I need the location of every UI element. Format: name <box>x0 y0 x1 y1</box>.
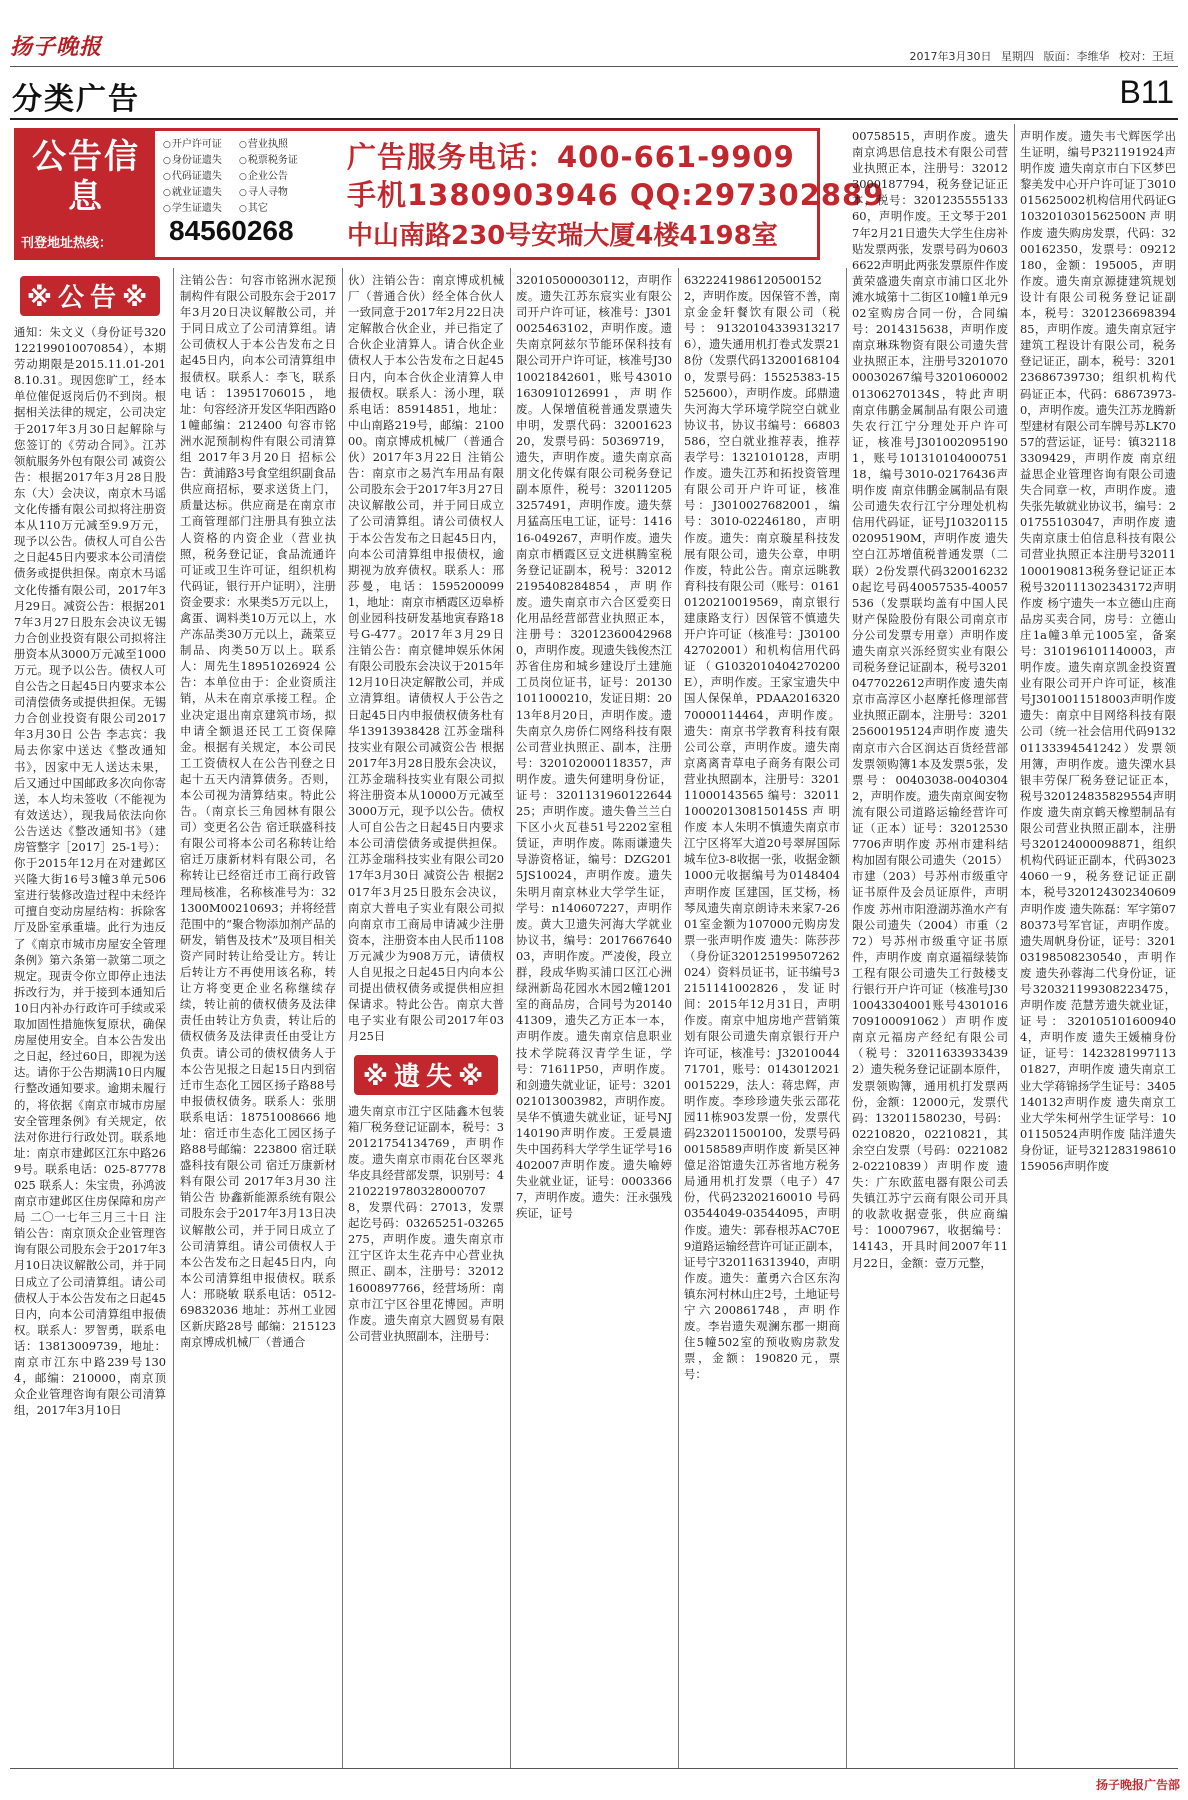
section-rule <box>10 118 1178 120</box>
category-item: ○ 营业执照 <box>239 137 315 153</box>
newspaper-logo: 扬子晚报 <box>10 34 103 60</box>
column-1 <box>14 272 166 1762</box>
issue-editor: 版面：李维华 <box>1043 50 1110 63</box>
column-text: 632224198612050015​22，声明作废。因保管不善，南京金金轩餐饮有限公司（税号：9132010433931321​76），遗失通用机打卷式发票218份（发票代码132001681040，发票号码：15525383-15525600），声明作废。邱鼎遗失河海大学环境学院空白就业协议书，协议书编号：66803586，空白就业推荐表，推荐表学号：1321010128，声明作废。遗失江苏和拓投资管理有限公司开户许可证，核准号：J3010027682001，编号：3010-02246180，声明作废。遗失：南京璇星科技发展有限公司，遗失公章，申明作废，特此公告。南京远眺教育科技有限公司（账号：01610120210019569，南京银行建康路支行）因保管不慎遗失开户许可证（核准号：J3010042702001）和机构信用代码证（G1032010404270200E），声明作废。王家宝遗失中国人保保单，PDAA201632070000114464，声明作废。遗失：南京书学教育科技有限公司公章，声明作废。遗失南京离离青草电子商务有限公司营业执照副本，注册号：320111000143565 编号：320111000201308150145S声明作废 本人朱明不慎遗失南京市江宁区将军大道20号翠屏国际城车位3-8收据一张，收据金额1000元收据编号为0148404声明作废 匡建国，匡艾杨，杨琴凤遗失南京朗诗未来家7-2601室金额为107000元购房发票一张声明作废 遗失：陈莎莎（身份证3201251995072​62024）资料员证书，证书编号3215114100​2826，发证时间：2015年12月31日，声明作废。南京中旭房地产营销策划有限公司遗失南京银行开户许可证，核准号：J3201004471701，账号：01430120210015229，法人：蒋忠辉，声明作废。李珍珍遗失张云邵花园11栋903发票一份，发票代码232011500100，发票号码00158589声明作废 新吴区神億足浴馆遗失江苏省地方税务局通用机打发票（电子）47份，代码232021600​10 号码03544049-03544095，声明作废。遗失：郭春根苏AC70E9道路运输经营许可证正副本，证号宁320116313940，声明作废。遗失：董勇六合区东沟镇东河村林山庄2号，土地证号宁六200861748，声明作废。李岩遗失观澜东郡一期商住5幢502室的预收购房款发票，金额：190820元，票号： <box>684 273 840 1382</box>
column-5 <box>684 272 840 1762</box>
footer-tag: 扬子晚报广告部 <box>1095 1778 1180 1792</box>
page-number: B11 <box>1119 74 1174 110</box>
column-3 <box>348 272 504 1762</box>
column-text: 声明作废。遗失韦弋辉医学出生证明，编号P321191924声明作废 遗失南京市白下区梦巴黎美发中心开户许可证丁3010015625002机构信用代码证G1032010301562500N声明作废 遗失购房发票，代码：3200162350，发票号：09212180，金额：195005，声明作废。遗失南京源捷建筑规划设计有限公司税务登记证副本，税号：320123669839485，声明作废。遗失南京冠宇建筑工程设计有限公司，税务登记证正，副本，税号：320123686739730；组织机构代码证正本，代码：68673973-0，声明作废。遗失江苏龙腾新型建材有限公司车牌号苏LK7057的营运证，证号：镇321183309429，声明作废 南京纽益思企业管理咨询有限公司遗失合同章一枚，声明作废。遗失张先敏就业协议书，编号：201755103047，声明作废 遗失南京康士伯信息科技有限公司营业执照正本注册号320111000190813税务登记证正本税号320111302343172声明作废 杨宁遗失一本立德山庄商品房买卖合同，房号：立德山庄1a幢3单元1005室，备案号：3101961011400​03，声明作废。遗失南京凯金投资置业有限公司开户许可证，核准号J3010011518003声明作废 遗失：南京中目网络科技有限公司（统一社会信用代码913201133394541242）发票领用簿，声明作废。遗失溧水县银丰劳保厂税务登记证正本，税号320124835829554声明作废 遗失南京鹤天橡塑制品有限公司营业执照正副本，注册号320124000098871，组织机构代码证正副本，代码30234060一9，税务登记证正副本，税号320124302340609声明作废 遗失陈磊：军字第0780373号军官证，声明作废。遗失周帆身份证，证号：320103198508230540，声明作废 遗失孙蓉海二代身份证，证号320321199308223475，声明作废 范慧芳遗失就业证，证号：3201051016009404，声明作废 遗失王媛楠身份证，证号：142328199711301827，声明作废 遗失南京工业大学蒋锦扬学生证号：3405140132声明作废 遗失南京工业大学朱柯州学生证学号：1001150524声明作废 陆洋遗失身份证，证号321283198610159056声明作废 <box>1020 129 1176 1173</box>
office-address: 中山南路230号安瑞大厦4楼4198室 <box>347 221 778 251</box>
notice-heading: ※公告※ <box>20 276 160 316</box>
issue-meta <box>904 48 1175 64</box>
column-divider <box>1014 124 1015 1768</box>
footer-rule <box>10 1768 1178 1769</box>
column-divider <box>173 268 174 1768</box>
column-7 <box>1020 128 1176 1762</box>
hotline-number: 84560268 <box>169 215 294 246</box>
mobile-qq: 手机13809039​46 QQ:297302889 <box>347 178 885 212</box>
issue-proof: 校对：王垣 <box>1119 50 1174 63</box>
lost-heading: ※遗失※ <box>354 1055 498 1095</box>
column-text: 320105000030112，声明作废。遗失江苏东宸实业有限公司开户许可证，核准号：J3010025463102，声明作废。遗失南京阿兹尔节能环保科技有限公司开户许可证，核准号J3010021842601，账号430101630910126991，声明作废。人保增值税普通发票遗失申明，发票代码：3200162320，发票号码：50369719，遗失，声明作废。遗失南京高朋文化传媒有限公司税务登记副本原件，税号：320112053257491，声明作废。遗失蔡月猛高压电工证，证号：141616-049267，声明作废。遗失南京市栖霞区豆文进棋腾室税务登记证副本，税号：320122195408284854，声明作废。遗失南京市六合区爱奕日化用品经营部营业执照正本，注册号：320123600429680，声明作废。现遗失钱俊杰江苏省住房和城乡建设厅土建施工员岗位证书，证号：201301011000210，发证日期：2013年8月20日，声明作废。遗失南京久房侨仁网络科技有限公司营业执照正、副本，注册号：320102000118357，声明作废。遗失何建明身份证，证号：320113196012264425；声明作废。遗失鲁兰兰白下区小火瓦巷51号2202室租赁证，声明作废。陈雨谦遗失导游资格证，编号：DZG2015JS10024，声明作废。遗失朱明月南京林业大学学生证，学号：n140607227，声明作废。黄大卫遗失河海大学就业协议书，编号：201766764003，声明作废。严凌俊，段立群，段成华购买浦口区江心洲绿洲新岛花园水木园2幢1201室的商品房，合同号为201404130​9，遗失乙方正本一本，声明作废。遗失南京信息职业技术学院蒋汉青学生证，学号：71611P50，声明作废。和剑遗失就业证，证号：3201021013003982，声明作废。吴华不慎遗失就业证，证号NJ140190声明作废。王爱晨遗失中国药科大学学生证学号16402007声明作废。遗失喻婷失业就业证，证号：00033667，声明作废。遗失：汪永强残疾证，证号 <box>516 273 672 1221</box>
column-text: 注销公告：句容市铭洲水泥预制构件有限公司股东会于2017年3月20日决议解散公司，并于同日成立了公司清算组。请公司债权人于本公告发布之日起45日内，向本公司清算组申报债权。联系人：李飞，联系电话：13951706015，地址：句容经济开发区华阳西路01幢邮编：212400 句容市铭洲水泥预制构件有限公司清算组 2017年3月20日 招标公告：黄浦路3号食堂组织副食品供应商招标，要求送货上门，质量达标。供应商是在南京市工商管理部门注册具有独立法人资格的内资企业（营业执照，税务登记证，食品流通许可证或卫生许可证，组织机构代码证，银行开户证明），注册资金要求：水果类5万元以上，禽蛋、调料类10万元以上，水产冻品类30万元以上，蔬菜豆制品、肉类50万以上。联系人：周先生18951026924 公告：本单位由于：企业资质注销，从未在南京承接工程。企业决定退出南京建筑市场，拟申请全额退还民工工资保障金。根据有关规定，本公司民工工资债权人在公告刊登之日起十五天内清算债务。否则，本公司视为清算结束。特此公告。（南京长三角园林有限公司）变更名公告 宿迁联盛科技有限公司将本公司名称转让给宿迁万康新材料有限公司，名称转让已经宿迁市工商行政管理局核准，名称核准号为：321300M00210693；并将经营范围中的“聚合物添加剂产品的研发，销售及技术”及项目相关资产同时转让给受让方。转让后转让方不再使用该名称，转让方将变更企业名称继续存续，转让前的债权债务及法律责任由转让方负责，转让后的债权债务及法律责任由受让方负责。请公司的债权债务人于本公告见报之日起15日内到宿迁市生态化工园区扬子路88号申报债权债务。联系人：张朋 联系电话：18751008666 地址：宿迁市生态化工园区扬子路88号邮编：223800 宿迁联盛科技有限公司 宿迁万康新材料有限公司 2017年3月30 注销公告 协鑫新能源系统有限公司股东会于2017年3月13日决议解散公司，并于同日成立了公司清算组。请公司债权人于本公告发布之日起45日内，向本公司清算组申报债权。联系人：邢晓敏 联系电话：0512-69832036 地址：苏州工业园区新庆路28号 邮编：215123 南京博成机械厂（普通合 <box>180 273 336 1350</box>
column-divider <box>510 268 511 1768</box>
issue-weekday: 星期四 <box>1001 50 1034 63</box>
category-item: ○ 寻人寻物 <box>239 185 315 201</box>
category-item: ○ 身份证遗失 <box>163 153 239 169</box>
column-4 <box>516 272 672 1762</box>
category-item: ○ 学生证遗失 <box>163 201 239 217</box>
column-text: 遗失南京市江宁区陆鑫木包装箱厂税务登记证副本，税号：320121754134769，声明作废。遗失南京市雨花台区翠兆华皮具经营部发票，识别号：421022197803280007078，发票代码：27013，发票起讫号码：03265251-03265275，声明作废。遗失南京市江宁区许太生花卉中心营业执照正、副本，注册号：320121600897766，经营场所：南京市江宁区谷里花博园。声明作废。遗失南京大圆贸易有限公司营业执照副本，注册号： <box>348 1103 504 1343</box>
column-text: 通知：朱文义（身份证号320122199010070854），本期劳动期限是2015.11.01-2018.10.31。现因您旷工，经本单位催促返岗后仍不到岗。根据相关法律的规定，公司决定于2017年3月30日起解除与您签订的《劳动合同》。江苏领航服务外包有限公司 减资公告：根据2017年3月28日股东（大）会决议，南京木马谣文化传播有限公司拟将注册资本从110万元减至9.9万元，现予以公告。债权人可自公告之日起45日内要求本公司清偿债务或提供担保。南京木马谣文化传播有限公司，2017年3月29日。减资公告：根据2017年3月27日股东会决议无锡力合创业投资有限公司拟将注册资本从3000万元减至1000万元。现予以公告。债权人可自公告之日起45日内要求本公司清偿债务或提供担保。无锡力合创业投资有限公司2017年3月30日 公告 李志宾：我局去你家中送达《整改通知书》，因家中无人送达未果，后又通过中国邮政多次向你寄送，本人均未签收（不能视为有效送达），现我局依法向你公告送达《整改通知书》（建房管整字［2017］25-1号）：你于2015年12月在对建邺区兴隆大街16号3幢3单元506室进行装修改造过程中未经许可擅自变动房屋结构：拆除客厅及卧室承重墙。此行为违反了《南京市城市房屋安全管理条例》第六条第一款第二项之规定。现责令你立即停止违法拆改行为，并于接到本通知后10日内补办行政许可手续或采取加固性措施恢复原状，确保房屋使用安全。自本公告发出之日起，经过60日，即视为送达。请你于公告期满10日内履行整改通知要求。逾期未履行的，将依据《南京市城市房屋安全管理条例》有关规定，依法对你进行行政处罚。联系地址：南京市建邺区江东中路269号。联系电话：025-87778025 联系人：朱宝贵，孙鸿波 南京市建邺区住房保障和房产局 二〇一七年三月三十日 注销公告：南京顶众企业管理咨询有限公司股东会于2017年3月10日决议解散公司，并于同日成立了公司清算组。请公司债权人于本公告发布之日起45日内，向本公司清算组申报债权。联系人：罗智勇，联系电话：13813009739，地址：南京市江东中路239号1304，邮编：210000，南京顶众企业管理咨询有限公司清算组，2017年3月10日 <box>14 325 166 1418</box>
hotline-label: 刊登地址热线： <box>21 236 113 251</box>
top-rule <box>10 66 1178 67</box>
column-divider <box>342 268 343 1768</box>
banner-red-block <box>17 131 155 257</box>
column-divider <box>846 268 847 1768</box>
section-title: 分类广告 <box>12 82 140 117</box>
category-item: ○ 其它 <box>239 201 315 217</box>
column-text: 00758515，声明作废。遗失南京鸿思信息技术有限公司营业执照正本，注册号：320123000187794，税务登记证正本，税号：320123555513360，声明作废。王文琴于2017年2月21日遗失大学生住房补贴发票两张，发票号码为06036622声明此两张发票原件作废 黄荣盛遗失南京市浦口区北外滩水城第十二街区10幢1单元902室购房合同一份，合同编号：2014315638，声明作废 南京琳珠物资有限公司遗失营业执照正本，注册号320107000030267编号320106000201306270134S，特此声明 南京伟鹏金属制品有限公司遗失农行江宁分理处开户许可证，核准号J3010020951901，账号10131010400075118，编号3010-02176436声明作废 南京伟鹏金属制品有限公司遗失农行江宁分理处机构信用代码证，证号J103201150209519​0M，声明作废 遗失空白江苏增值税普通发票（二联）2份发票代码3200162320起讫号码40057535-40057536（发票联均盖有中国人民财产保险股份有限公司南京市分公司发票专用章）声明作废 遗失南京兴泺经贸实业有限公司税务登记证副本，税号320104770226​12声明作废 遗失南京市高淳区小赵摩托修理部营业执照正副本，注册号：320125600195124声明作废 遗失南京市六合区润达百货经营部发票领购簿1本及发票5张，发票号：00403038-00403042，声明作废。遗失南京闽安物流有限公司道路运输经营许可证（正本）证号：320125307706声明作废 苏州市建科结构加固有限公司遗失（2015）市建（203）号苏州市级重守证书原件及会员证原件，声明作废 苏州市阳澄湖苏渔水产有限公司遗失（2004）市重（272）号苏州市级重守证书原件，声明作废 南京逼福绿装饰工程有限公司遗失工行鼓楼支行银行开户许可证（核准号J3010043304001账号4301016709100091062）声明作废 南京元福房产经纪有限公司（税号：320116339334392）遗失税务登记证副本原件，发票领购簿，通用机打发票两份，金额：12000元，发票代码：132011580230，号码：02210820，02210821，其余空白发票（号码：02210822-02210839）声明作废 遗失：广东欧蓝电器有限公司丢失镇江苏宁云商有限公司开具的收款收据壹张，供应商编号：10007967，收据编号：14143，开具时间2007年11月22日，金额：壹万元整， <box>852 129 1008 1270</box>
category-item: ○ 代码证遗失 <box>163 169 239 185</box>
column-divider <box>678 268 679 1768</box>
column-6 <box>852 128 1008 1762</box>
service-phone: 广告服务电话：400-661-9909 <box>347 140 795 174</box>
masthead <box>10 30 102 61</box>
category-item: ○ 开户许可证 <box>163 137 239 153</box>
category-list <box>163 137 323 217</box>
category-item: ○ 企业公告 <box>239 169 315 185</box>
category-item: ○ 就业证遗失 <box>163 185 239 201</box>
column-text: 伙）注销公告：南京博成机械厂（普通合伙）经全体合伙人一致同意于2017年2月22日决定解散合伙企业，并已指定了合伙企业清算人。请合伙企业债权人于本公告发布之日起45日内，向本合伙企业清算人申报债权。联系人：汤小理，联系电话：85914851，地址：中山南路219号，邮编：210000。南京博成机械厂（普通合伙）2017年3月22日 注销公告：南京市之易汽车用品有限公司股东会于2017年3月27日决议解散公司，并于同日成立了公司清算组。请公司债权人于本公告发布之日起45日内，向本公司清算组申报债权，逾期视为放弃债权。联系人：邢莎曼，电话：15952000991，地址：南京市栖霞区迈皋桥创业园科技研发基地寅春路18号G-477。2017年3月29日 注销公告：南京健坤娱乐休闲有限公司股东会决议于2015年12月10日决定解散公司，并成立清算组。请债权人于公告之日起45日内申报债权债务杜有华13913938428 江苏金瑞科技实业有限公司减资公告 根据2017年3月28日股东会决议，江苏金瑞科技实业有限公司拟将注册资本从10000万元减至3000万元，现予以公告。债权人可自公告之日起45日内要求本公司清偿债务或提供担保。江苏金瑞科技实业有限公司2017年3月30日 减资公告 根据2017年3月25日股东会决议，南京大普电子实业有限公司拟向南京市工商局申请减少注册资本，注册资本由人民币1108万元减少为908万元，请债权人自见报之日起45日内向本公司提出债权债务或提供相应担保请求。特此公告。南京大普电子实业有限公司2017年03月25日 <box>348 273 504 1044</box>
issue-date: 2017年3月30日 <box>909 50 992 63</box>
category-item: ○ 税票税务证 <box>239 153 315 169</box>
column-2 <box>180 272 336 1762</box>
ad-banner <box>14 128 885 260</box>
banner-title: 公告信息 <box>32 137 140 217</box>
